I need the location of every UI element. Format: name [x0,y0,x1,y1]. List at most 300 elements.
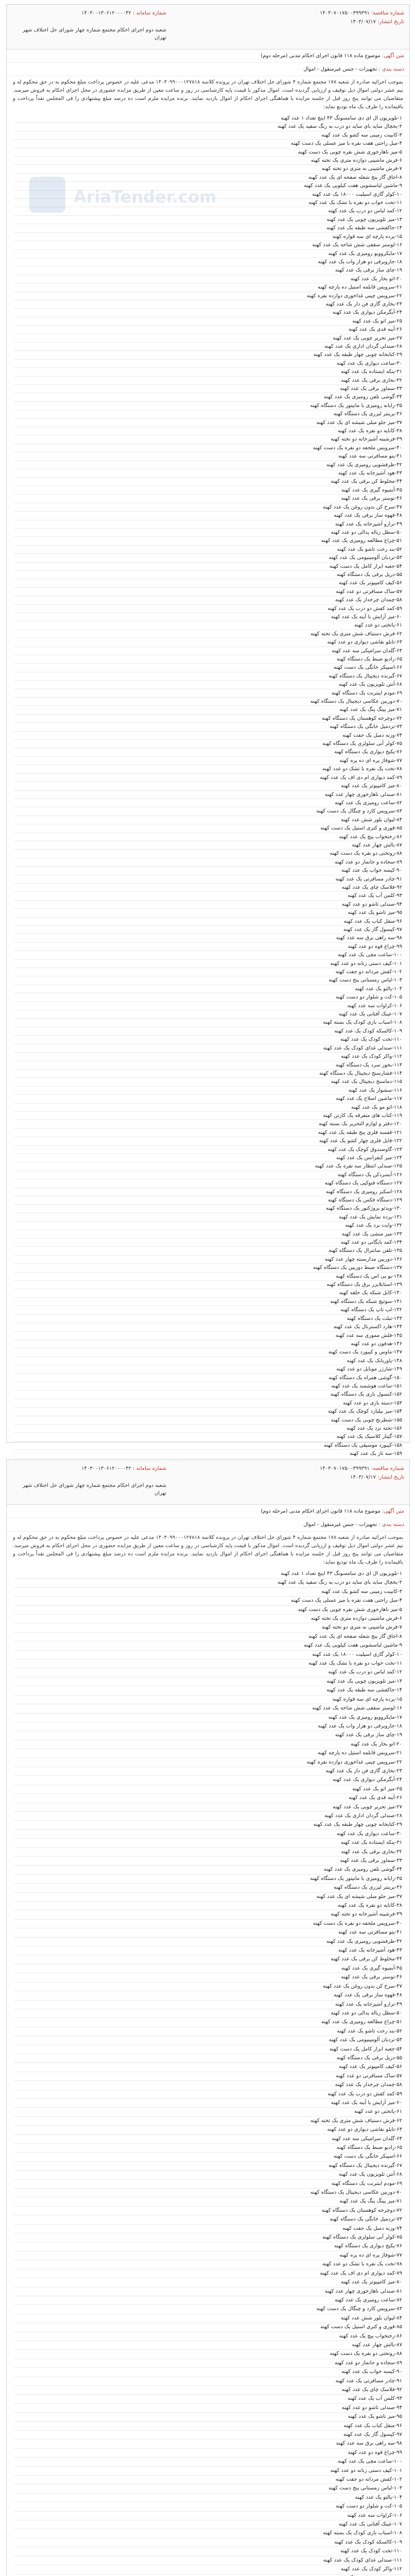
category-label: دسته بندی : [378,1522,404,1528]
tender-no-label: شماره مناقصه: [371,10,404,16]
list-item: ۱۵۴-میز بیلیارد کوچک یک عدد کهنه [14,1408,402,1416]
list-item: ۹۰-کیسه خواب یک عدد کهنه [14,867,402,875]
list-item: ۴۳-هود آشپزخانه یک عدد کهنه [14,1946,402,1955]
tender-meta-left [12,1464,166,1473]
list-item: ۷۹-کمد دیواری ام دی اف یک عدد کهنه [14,2269,402,2278]
list-item: ۴۳-هود آشپزخانه یک عدد کهنه [14,469,402,478]
list-item: ۵۹-کمد کفش دو درب یک عدد کهنه [14,605,402,613]
list-item [14,2574,402,2576]
list-item: ۲۱-سرویس قابلمه استیل ده پارچه کهنه [14,1749,402,1758]
list-item: ۷۴-وزنه دمبل یک جفت کهنه [14,732,402,740]
list-item: ۶۹-مودم اینترنت یک دستگاه کهنه [14,2180,402,2189]
list-item: ۶۸-آنتن تلویزیون یک عدد کهنه [14,2171,402,2179]
tender-meta-right [320,9,404,26]
subject-label: متن آگهی: [382,53,404,59]
list-item: ۲۷-میز تحریر چوبی یک عدد کهنه [14,334,402,343]
list-item: ۵۲-بند رخت تاشو یک عدد کهنه [14,546,402,554]
list-item: ۱۰۳-لباس زمستانی پنج دست کهنه [14,2484,402,2493]
list-item: ۳۸-کاناپه دو نفره یک عدد کهنه [14,1902,402,1910]
list-item: ۱۰۲-کفش مردانه دو جفت کهنه [14,968,402,976]
list-item: ۹-ماشین لباسشویی هفت کیلویی یک عدد کهنه [14,1641,402,1650]
list-item: ۲۵-میز اتو یک عدد کهنه [14,317,402,326]
list-item: ۸۸-روتختی دو نفره یک دست کهنه [14,2350,402,2359]
list-item: ۲۴-آبگرمکن دیواری یک عدد کهنه [14,309,402,317]
list-item: ۹۳-کلمن آب یک عدد کهنه [14,892,402,900]
list-item: ۵۵-دریل برقی یک دستگاه کهنه [14,2054,402,2063]
list-item: ۱۴-جاکفشی سه طبقه یک عدد کهنه [14,224,402,232]
list-item: ۳۷-میز جلو مبلی شیشه ای یک عدد کهنه [14,419,402,427]
tender-title: شعبه دوم اجرای احکام مجتمع شماره چهار شورای حل اختلاف شهر تهران [22,27,166,41]
list-item: ۳۷-میز جلو مبلی شیشه ای یک عدد کهنه [14,1893,402,1902]
list-item: ۷۴-وزنه دمبل یک جفت کهنه [14,2225,402,2233]
list-item: ۸۶-رختخواب پیچ یک عدد کهنه [14,833,402,841]
list-item: ۱۵۷-گیتار کلاسیک یک عدد کهنه [14,1433,402,1441]
list-item: ۶-فرش ماشینی دوازده متری یک تخته کهنه [14,157,402,165]
list-item: ۵۱-چراغ مطالعه رومیزی یک عدد کهنه [14,537,402,545]
category-label: دسته بندی : [378,66,404,72]
list-item: ۱۲۲-فایل فلزی چهار کشو یک عدد کهنه [14,1137,402,1145]
list-item: ۲۰-اتو بخار یک عدد کهنه [14,275,402,283]
list-item: ۶۶-اسپیکر خانگی یک دست کهنه [14,664,402,672]
list-item: ۱۰۲-کفش مردانه دو جفت کهنه [14,2476,402,2484]
list-item: ۱۵۳-دسته بازی دو عدد کهنه [14,1399,402,1408]
list-item: ۱۰۶-کراوات سه عدد کهنه [14,1002,402,1010]
list-item: ۱۱۰-تخت کودک یک عدد کهنه [14,2547,402,2556]
list-item: ۶۴-گلدان سرامیکی سه عدد کهنه [14,647,402,655]
list-item: ۸۱-صندلی ناهارخوری چهار عدد کهنه [14,2287,402,2296]
list-item: ۲۶-آینه قدی یک عدد کهنه [14,326,402,334]
tender-card-duplicate [6,1460,410,2576]
list-item: ۱۴۸-پاوربانک یک عدد کهنه [14,1357,402,1365]
tender-no-label: شماره مناقصه: [371,1466,404,1471]
list-item: ۴۶-توستر برقی یک عدد کهنه [14,1973,402,1982]
list-item: ۳۵-رایانه رومیزی با مانیتور یک دستگاه کهنه [14,1875,402,1884]
list-item: ۳۳-سماور برقی یک عدد کهنه [14,385,402,393]
list-item: ۸۶-رختخواب پیچ یک عدد کهنه [14,2332,402,2341]
list-item: ۳۰-ساعت دیواری یک عدد کهنه [14,1830,402,1839]
list-item: ۱۰۴-پالتو یک عدد کهنه [14,2494,402,2502]
list-item: ۶۵-رادیو ضبط یک دستگاه کهنه [14,655,402,664]
tender-meta-left [12,9,166,18]
list-item: ۱۳۹-استابلایزر برق یک دستگاه کهنه [14,1281,402,1289]
subject-row [7,1505,409,1518]
list-item: ۵۴-جعبه ابزار کامل یک دست کهنه [14,563,402,571]
subject-label: متن آگهی: [382,1509,404,1514]
tender-header [7,1460,409,1505]
list-item: ۱۳۵-تلفن سانترال یک دستگاه کهنه [14,1247,402,1255]
list-item: ۴۲-ظرفشویی رومیزی یک عدد کهنه [14,461,402,469]
list-item: ۱۵-پرده پارچه ای سه قواره کهنه [14,233,402,241]
list-item: ۲۴-آبگرمکن دیواری یک عدد کهنه [14,1776,402,1785]
list-item: ۴۰-سرویس ملحفه دو نفره یک دست کهنه [14,444,402,452]
list-item: ۱۲۴-میز کنفرانس یک عدد کهنه [14,1154,402,1162]
list-item: ۲۸-صندلی گردان اداری یک عدد کهنه [14,1812,402,1821]
list-item: ۴۹-ترازو آشپزخانه یک عدد کهنه [14,520,402,529]
list-item: ۵۶-کیف کامپیوتر یک عدد کهنه [14,2063,402,2072]
subject-row [7,49,409,63]
list-item: ۱۵۰-گوشی همراه یک دستگاه کهنه [14,1374,402,1382]
list-item: ۱۹-چای ساز برقی یک عدد کهنه [14,266,402,275]
list-item: ۴۸-قهوه ساز برقی یک عدد کهنه [14,512,402,520]
list-item: ۱۱۲-واکر کودک یک عدد کهنه [14,1053,402,1061]
category: تجهیزات - جنس غیرمنقول - اموال [303,66,377,72]
list-item: ۲-یخچال ساید بای ساید دو درب به رنگ سفید یک عدد کهنه [14,1579,402,1587]
list-item: ۵۷-ساک مسافرتی دو عدد کهنه [14,588,402,596]
list-item: ۵-میز ناهارخوری شش نفره چوبی یک دست کهنه [14,1606,402,1615]
list-item: ۱۰۹-کالسکه کودک یک عدد کهنه [14,1027,402,1036]
list-item: ۹۹-چراغ قوه دو عدد کهنه [14,943,402,951]
list-item: ۷۶-پکیج دیواری یک دستگاه کهنه [14,2242,402,2251]
list-item: ۴۷-سرخ کن بدون روغن یک عدد کهنه [14,1982,402,1991]
list-item: ۳-کابینت زمینی سه کشو یک عدد کهنه [14,131,402,140]
list-item: ۶۰-میز آرایش با آینه یک عدد کهنه [14,2099,402,2108]
list-item: ۸۱-صندلی ناهارخوری چهار عدد کهنه [14,791,402,799]
list-item: ۴۲-ظرفشویی رومیزی یک عدد کهنه [14,1938,402,1946]
list-item: ۲۹-کتابخانه چوبی چهار طبقه یک عدد کهنه [14,1821,402,1829]
list-item: ۳۰-ساعت دیواری یک عدد کهنه [14,360,402,368]
list-item: ۷-فرش ماشینی نه متری دو تخته کهنه [14,165,402,173]
list-item: ۲۳-بخاری گازی فن دار یک عدد کهنه [14,1767,402,1776]
list-item: ۲۱-سرویس قابلمه استیل ده پارچه کهنه [14,283,402,292]
list-item: ۲۸-صندلی گردان اداری یک عدد کهنه [14,343,402,351]
list-item: ۱۲-کمد لباس دو درب یک عدد کهنه [14,1668,402,1677]
list-item: ۶-فرش ماشینی دوازده متری یک تخته کهنه [14,1615,402,1623]
tender-title: شعبه دوم اجرای احکام مجتمع شماره چهار شورای حل اختلاف شهر تهران [22,1483,166,1496]
list-item: ۲-یخچال ساید بای ساید دو درب به رنگ سفید یک عدد کهنه [14,123,402,131]
list-item: ۹۷-کپسول گاز یک عدد کهنه [14,2431,402,2439]
list-item: ۱۵۱-ساعت هوشمند یک عدد کهنه [14,1382,402,1391]
intro-paragraph: بموجب اجرائیه صادره از شعبه ۱۷۸ مجتمع شماره ۴ شورای حل اختلاف تهران در پرونده کلاسه ۱۴۰۳۰۹۹۰۰۰۱۲۷۸۱۸ مدعی علیه در خصوص پرداخت مبلغ محکوم به در حق محکوم له و نیم عشر دولتی اموال ذیل توقیف و ارزیابی گردیده است. اموال مذکور با قیمت پایه کارشناسی در روز و ساعت معین از طریق مزایده حضوری در محل اجرای احکام به فروش میرسد. متقاضیان می توانند پنج روز قبل از جلسه مزایده با هماهنگی اجرای احکام از اموال بازدید نمایند. برنده مزایده ملزم است ده درصد مبلغ پیشنهادی را فی المجلس نقداً پرداخت و باقیمانده را ظرف یک ماه تودیع نماید: [13,79,403,110]
list-item: ۷۱-میز پینگ پنگ یک عدد کهنه [14,706,402,714]
list-item: ۶۶-اسپیکر خانگی یک دست کهنه [14,2153,402,2161]
list-item: ۱۵۸-کیبورد موسیقی یک دستگاه کهنه [14,1442,402,1450]
list-item: ۷۸-تخت یک نفره با تشک دو عدد کهنه [14,765,402,773]
publish-date: ۱۴۰۳/۰۷/۱۷ [350,1475,376,1480]
list-item: ۱۳۶-دوربین مداربسته چهار عدد کهنه [14,1256,402,1264]
list-item: ۸۰-میز کامپیوتر یک عدد کهنه [14,2278,402,2287]
list-item: ۱۰۰-ساعت مچی یک عدد کهنه [14,951,402,959]
list-item: ۹۷-کپسول گاز یک عدد کهنه [14,926,402,934]
list-item: ۱۶-لوستر سقفی شش شاخه یک عدد کهنه [14,1704,402,1713]
list-item: ۴۰-سرویس ملحفه دو نفره یک دست کهنه [14,1920,402,1928]
list-item: ۱۲۰-دفتر و لوازم التحریر یک بسته کهنه [14,1120,402,1128]
list-item: ۱۱۱-صندلی غذای کودک یک عدد کهنه [14,2556,402,2565]
list-item: ۵۸-چمدان چرخدار یک عدد کهنه [14,596,402,604]
list-item: ۱۲۸-اسکنر رومیزی یک دستگاه کهنه [14,1188,402,1196]
list-item: ۱۴۵-فلش مموری سه عدد کهنه [14,1332,402,1340]
items-list [7,1569,409,2576]
list-item: ۲۳-بخاری گازی فن دار یک عدد کهنه [14,300,402,309]
list-item: ۶۳-تابلو نقاشی دیواری دو عدد کهنه [14,2126,402,2134]
list-item: ۳۴-گوشی تلفن رومیزی یک عدد کهنه [14,1866,402,1874]
list-item: ۸۳-سرویس کارد و چنگال یک دست کهنه [14,807,402,816]
list-item: ۳۳-سماور برقی یک عدد کهنه [14,1857,402,1866]
tender-no: ۱۴۰۳۰۷۰۱۷۵۰۰۳۹۹۳۹۱ [320,1466,370,1471]
list-item: ۱۵۲-کنسول بازی یک دستگاه کهنه [14,1391,402,1399]
subject: موضوع ماده ۱۱۸ قانون اجرای احکام مدنی (مرحله دوم) [261,53,381,59]
list-item: ۱۰۳-لباس زمستانی پنج دست کهنه [14,976,402,985]
list-item: ۹۱-چادر مسافرتی یک عدد کهنه [14,2377,402,2386]
list-item: ۷۲-دوچرخه کوهستان یک دستگاه کهنه [14,715,402,723]
list-item: ۷۳-تردمیل خانگی یک دستگاه کهنه [14,2215,402,2224]
list-item: ۷۵-کولر آبی سلولزی یک دستگاه کهنه [14,740,402,748]
list-item: ۹-ماشین لباسشویی هفت کیلویی یک عدد کهنه [14,182,402,190]
list-item: ۱۰۶-کراوات سه عدد کهنه [14,2512,402,2520]
list-item: ۷۸-تخت یک نفره با تشک دو عدد کهنه [14,2260,402,2269]
list-item: ۱۲۹-دستگاه فکس یک دستگاه کهنه [14,1196,402,1205]
list-item: ۶۱-پاتختی دو عدد کهنه [14,621,402,630]
list-item: ۷۶-پکیج دیواری یک دستگاه کهنه [14,748,402,756]
list-item: ۷۱-میز پینگ پنگ یک عدد کهنه [14,2197,402,2206]
list-item: ۷۹-کمد دیواری ام دی اف یک عدد کهنه [14,774,402,782]
category-row [7,63,409,76]
list-item: ۱۷-مایکروویو رومیزی یک عدد کهنه [14,1714,402,1722]
list-item: ۹۸-سه راهی برق سه عدد کهنه [14,934,402,942]
list-item: ۱۰۷-عینک آفتابی یک عدد کهنه [14,1010,402,1019]
watermark-text: AriaTender.com [74,187,217,207]
list-item: ۵۳-نردبان آلومینیومی یک عدد کهنه [14,2036,402,2045]
list-item: ۱۳۱-پرده نمایش یک عدد کهنه [14,1213,402,1222]
list-item: ۹۵-میز تاشو یک عدد کهنه [14,2413,402,2421]
list-item: ۴۹-ترازو آشپزخانه یک عدد کهنه [14,2001,402,2009]
list-item: ۷۷-شوفاژ پره ای ده پره کهنه [14,757,402,765]
list-item: ۶۵-رادیو ضبط یک دستگاه کهنه [14,2144,402,2153]
items-list [7,113,409,1468]
list-item: ۱۳۸-یو پی اس یک دستگاه کهنه [14,1273,402,1281]
list-item: ۵۰-سطل زباله پدالی دو عدد کهنه [14,2009,402,2018]
list-item: ۵-میز ناهارخوری شش نفره چوبی یک دست کهنه [14,148,402,157]
list-item: ۴۴-مخلوط کن برقی یک عدد کهنه [14,1955,402,1964]
publish-date: ۱۴۰۳/۰۷/۱۷ [350,19,376,25]
list-item: ۱۰-کولر گازی اسپلیت ۱۸۰۰۰ یک عدد کهنه [14,1651,402,1659]
tender-meta-right [320,1464,404,1482]
list-item: ۱۴۹-شارژر موبایل دو عدد کهنه [14,1365,402,1374]
list-item: ۱۰۱-کیف دستی زنانه دو عدد کهنه [14,960,402,968]
list-item: ۱۱۳-بخور سرد یک دستگاه کهنه [14,1061,402,1070]
list-item: ۱۰۰-ساعت مچی یک عدد کهنه [14,2458,402,2466]
list-item: ۲۷-میز تحریر چوبی یک عدد کهنه [14,1803,402,1812]
list-item: ۴-مبل راحتی هفت نفره با میز عسلی یک دست کهنه [14,140,402,148]
list-item: ۸۷-بالش چهار عدد کهنه [14,841,402,850]
list-item: ۱۱-تخت خواب دو نفره با تشک یک عدد کهنه [14,1659,402,1668]
tender-no: ۱۴۰۳۰۷۰۱۷۵۰۰۳۹۹۳۹۱ [320,10,370,16]
list-item: ۸۹-سجاده و جانماز دو عدد کهنه [14,2359,402,2368]
list-item: ۶۰-میز آرایش با آینه یک عدد کهنه [14,613,402,621]
list-item: ۹۹-چراغ قوه دو عدد کهنه [14,2449,402,2458]
list-item: ۱۳۳-میز منشی یک عدد کهنه [14,1230,402,1239]
list-item: ۵۴-جعبه ابزار کامل یک دست کهنه [14,2045,402,2054]
list-item: ۵۹-کمد کفش دو درب یک عدد کهنه [14,2090,402,2099]
list-item: ۱۴۷-ماوس و کیبورد یک دست کهنه [14,1348,402,1357]
date-label: تاریخ انتشار: [377,19,404,25]
list-item: ۴۷-سرخ کن بدون روغن یک عدد کهنه [14,503,402,512]
list-item: ۲۲-سرویس چینی غذاخوری دوازده نفره کهنه [14,1758,402,1767]
list-item: ۶۷-گیرنده دیجیتال یک دستگاه کهنه [14,672,402,681]
list-item: ۱۲-کمد لباس دو درب یک عدد کهنه [14,207,402,215]
list-item: ۹۰-کیسه خواب یک عدد کهنه [14,2368,402,2377]
list-item: ۲۶-آینه قدی یک عدد کهنه [14,1794,402,1803]
list-item: ۷-فرش ماشینی نه متری دو تخته کهنه [14,1623,402,1632]
list-item: ۱۰۹-کالسکه کودک یک عدد کهنه [14,2538,402,2547]
list-item: ۱۴۰-کابل شبکه یک حلقه کهنه [14,1289,402,1297]
subject: موضوع ماده ۱۱۸ قانون اجرای احکام مدنی (مرحله دوم) [261,1509,381,1514]
list-item: ۶۲-فرش دستباف شش متری یک تخته کهنه [14,630,402,638]
list-item: ۸۳-سرویس کارد و چنگال یک دست کهنه [14,2305,402,2314]
list-item: ۲۰-اتو بخار یک عدد کهنه [14,1740,402,1749]
list-item: ۹۴-صندلی تاشو دو عدد کهنه [14,2404,402,2413]
list-item: ۱۳۲-وایت برد یک عدد کهنه [14,1222,402,1230]
list-item: ۵۱-چراغ مطالعه رومیزی یک عدد کهنه [14,2018,402,2027]
list-item: ۱۵-پرده پارچه ای سه قواره کهنه [14,1696,402,1704]
list-item: ۷۰-دوربین عکاسی دیجیتال یک دستگاه کهنه [14,698,402,706]
tender-card [6,4,410,1457]
list-item: ۳-کابینت زمینی سه کشو یک عدد کهنه [14,1588,402,1597]
list-item: ۱۵۹-سه تار یک عدد کهنه [14,1450,402,1458]
org-no-label: شماره سامانه : [133,10,166,16]
list-item: ۵۷-ساک مسافرتی دو عدد کهنه [14,2072,402,2081]
list-item: ۷۲-دوچرخه کوهستان یک دستگاه کهنه [14,2207,402,2215]
list-item: ۶۴-گلدان سرامیکی سه عدد کهنه [14,2135,402,2144]
list-item: ۳۴-گوشی تلفن رومیزی یک عدد کهنه [14,393,402,401]
list-item: ۱۱۶-سشوار یک عدد کهنه [14,1087,402,1095]
list-item: ۱۸-جاروبرقی دو هزار وات یک عدد کهنه [14,1722,402,1731]
list-item: ۳۲-بخاری برقی یک عدد کهنه [14,377,402,385]
list-item: ۹۲-فلاسک چای یک عدد کهنه [14,884,402,892]
list-item: ۴-مبل راحتی هفت نفره با میز عسلی یک دست کهنه [14,1597,402,1605]
list-item: ۸۵-قوری و کتری استیل یک دست کهنه [14,824,402,833]
list-item: ۱-تلویزیون ال ای دی سامسونگ ۴۳ اینچ تعداد ۱ عدد کهنه [14,1570,402,1579]
list-item: ۵۵-دریل برقی یک دستگاه کهنه [14,571,402,579]
list-item: ۷۰-دوربین عکاسی دیجیتال یک دستگاه کهنه [14,2189,402,2197]
category-row [7,1518,409,1532]
list-item: ۱۳۴-کمد بایگانی دو عدد کهنه [14,1239,402,1247]
list-item: ۱۰۸-اسباب بازی کودک یک بسته کهنه [14,1019,402,1027]
list-item: ۳۸-کاناپه دو نفره یک عدد کهنه [14,427,402,435]
list-item: ۶۹-مودم اینترنت یک دستگاه کهنه [14,689,402,698]
list-item: ۸۹-سجاده و جانماز دو عدد کهنه [14,858,402,867]
list-item: ۲۵-میز اتو یک عدد کهنه [14,1785,402,1794]
list-item: ۵۲-بند رخت تاشو یک عدد کهنه [14,2027,402,2036]
org-no-label: شماره سامانه : [133,1466,166,1471]
list-item: ۱۰۱-کیف دستی زنانه دو عدد کهنه [14,2467,402,2476]
list-item: ۱۰۷-عینک آفتابی یک عدد کهنه [14,2520,402,2529]
list-item: ۷۳-تردمیل خانگی یک دستگاه کهنه [14,723,402,731]
list-item: ۱۱-تخت خواب دو نفره با تشک یک عدد کهنه [14,199,402,207]
list-item: ۴۸-قهوه ساز برقی یک عدد کهنه [14,1991,402,2000]
list-item: ۱۴۲-لپ تاپ یک دستگاه کهنه [14,1306,402,1314]
list-item: ۲۲-سرویس چینی غذاخوری دوازده نفره کهنه [14,292,402,300]
date-label: تاریخ انتشار: [377,1475,404,1480]
list-item: ۱-تلویزیون ال ای دی سامسونگ ۴۳ اینچ تعداد ۱ عدد کهنه [14,114,402,123]
list-item: ۳۵-رایانه رومیزی با مانیتور یک دستگاه کهنه [14,402,402,410]
list-item: ۴۵-آبمیوه گیری یک عدد کهنه [14,1964,402,1973]
list-item: ۱۲۳-گاوصندوق کوچک یک عدد کهنه [14,1146,402,1154]
list-item: ۱۰۸-اسباب بازی کودک یک بسته کهنه [14,2529,402,2538]
list-item: ۱۴۱-سوئیچ شبکه یک دستگاه کهنه [14,1298,402,1306]
list-item: ۱۰۴-پالتو یک عدد کهنه [14,985,402,993]
list-item: ۱۹-چای ساز برقی یک عدد کهنه [14,1731,402,1740]
list-item: ۹۱-چادر مسافرتی یک عدد کهنه [14,875,402,884]
list-item: ۱۲۶-آبسردکن یک دستگاه کهنه [14,1171,402,1179]
list-item: ۷۷-شوفاژ پره ای ده پره کهنه [14,2251,402,2260]
list-item: ۳۱-پنکه ایستاده یک عدد کهنه [14,368,402,376]
list-item: ۱۳۷-دستگاه ضبط دوربین یک دستگاه کهنه [14,1264,402,1272]
list-item: ۱۱۵-دماسنج دیجیتال یک عدد کهنه [14,1078,402,1086]
list-item: ۱۳۰-ویدئو پروژکتور یک دستگاه کهنه [14,1205,402,1213]
list-item: ۳۲-بخاری برقی یک عدد کهنه [14,1848,402,1857]
list-item: ۴۴-مخلوط کن برقی یک عدد کهنه [14,478,402,486]
list-item: ۷۵-کولر آبی سلولزی یک دستگاه کهنه [14,2233,402,2242]
list-item: ۱۴۶-هدفون دو عدد کهنه [14,1340,402,1348]
list-item: ۱۱۴-فشارسنج دیجیتال یک دستگاه کهنه [14,1070,402,1078]
list-item: ۸۲-ساعت رومیزی یک عدد کهنه [14,2296,402,2305]
list-item: ۱۲۵-صندلی انتظار سه نفره یک عدد کهنه [14,1162,402,1171]
list-item: ۹۸-سه راهی برق سه عدد کهنه [14,2439,402,2448]
list-item: ۱۸-جاروبرقی دو هزار وات یک عدد کهنه [14,258,402,266]
list-item: ۹۴-صندلی تاشو دو عدد کهنه [14,901,402,909]
tender-header [7,5,409,49]
list-item: ۵۰-سطل زباله پدالی دو عدد کهنه [14,529,402,537]
list-item: ۸۴-لیوان بلور شش عدد کهنه [14,816,402,824]
list-item: ۱۷-مایکروویو رومیزی یک عدد کهنه [14,250,402,258]
list-item: ۱۳-میز تلویزیون چوبی یک عدد کهنه [14,1677,402,1686]
list-item: ۱۱۸-اتو مو یک عدد کهنه [14,1104,402,1112]
list-item: ۵۸-چمدان چرخدار یک عدد کهنه [14,2081,402,2090]
list-item: ۸۸-روتختی دو نفره یک دست کهنه [14,850,402,858]
list-item: ۴۶-توستر برقی یک عدد کهنه [14,495,402,503]
list-item: ۶۲-فرش دستباف شش متری یک تخته کهنه [14,2117,402,2126]
list-item: ۱۴-جاکفشی سه طبقه یک عدد کهنه [14,1686,402,1695]
list-item: ۸۰-میز کامپیوتر یک عدد کهنه [14,782,402,790]
list-item: ۱۲۷-دستگاه فتوکپی یک دستگاه کهنه [14,1179,402,1188]
list-item: ۴۱-پتو مسافرتی سه عدد کهنه [14,452,402,461]
list-item: ۸۵-قوری و کتری استیل یک دست کهنه [14,2323,402,2332]
list-item: ۴۱-پتو مسافرتی سه عدد کهنه [14,1928,402,1937]
list-item: ۱۳-میز تلویزیون چوبی یک عدد کهنه [14,216,402,224]
list-item: ۱۵۵-شطرنج چوبی یک دست کهنه [14,1416,402,1425]
list-item: ۵۶-کیف کامپیوتر یک عدد کهنه [14,579,402,587]
list-item: ۱۲۱-قفسه فلزی پنج طبقه یک عدد کهنه [14,1129,402,1137]
list-item: ۶۳-تابلو نقاشی دیواری دو عدد کهنه [14,638,402,647]
list-item: ۳۱-پنکه ایستاده یک عدد کهنه [14,1839,402,1848]
list-item: ۱۴۳-تبلت یک دستگاه کهنه [14,1315,402,1323]
org-no: ۱۴۰۳۰۰۱۳۰۶۱۲۰۰۰۰۴۲ [81,1466,131,1471]
list-item: ۱۱۰-تخت کودک یک عدد کهنه [14,1036,402,1044]
list-item: ۱۰۵-کت و شلوار دو دست کهنه [14,2502,402,2511]
list-item: ۱۴۴-هارد اکسترنال یک عدد کهنه [14,1323,402,1331]
list-item: ۶۱-پاتختی دو عدد کهنه [14,2108,402,2116]
list-item: ۹۵-میز تاشو یک عدد کهنه [14,909,402,917]
list-item: ۱۰-کولر گازی اسپلیت ۱۸۰۰۰ یک عدد کهنه [14,191,402,199]
list-item: ۹۲-فلاسک چای یک عدد کهنه [14,2386,402,2395]
list-item: ۸-اجاق گاز پنج شعله صفحه ای یک عدد کهنه [14,174,402,182]
list-item: ۶۸-آنتن تلویزیون یک عدد کهنه [14,681,402,689]
list-item: ۸۷-بالش چهار عدد کهنه [14,2341,402,2350]
category: تجهیزات - جنس غیرمنقول - اموال [303,1522,377,1528]
list-item: ۱۱۱-صندلی غذای کودک یک عدد کهنه [14,1044,402,1053]
list-item: ۱۱۲-واکر کودک یک عدد کهنه [14,2565,402,2574]
list-item: ۱۱۷-ماشین اصلاح یک عدد کهنه [14,1095,402,1103]
intro-paragraph: بموجب اجرائیه صادره از شعبه ۱۷۸ مجتمع شماره ۴ شورای حل اختلاف تهران در پرونده کلاسه ۱۴۰۳۰۹۹۰۰۰۱۲۷۸۱۸ مدعی علیه در خصوص پرداخت مبلغ محکوم به در حق محکوم له و نیم عشر دولتی اموال ذیل توقیف و ارزیابی گردیده است. اموال مذکور با قیمت پایه کارشناسی در روز و ساعت معین از طریق مزایده حضوری در محل اجرای احکام به فروش میرسد. متقاضیان می توانند پنج روز قبل از جلسه مزایده با هماهنگی اجرای احکام از اموال بازدید نمایند. برنده مزایده ملزم است ده درصد مبلغ پیشنهادی را فی المجلس نقداً پرداخت و باقیمانده را ظرف یک ماه تودیع نماید: [13,1535,403,1565]
list-item: ۸۲-ساعت رومیزی یک عدد کهنه [14,799,402,807]
list-item: ۱۰۵-کت و شلوار دو دست کهنه [14,993,402,1002]
list-item: ۹۶-منقل کباب یک عدد کهنه [14,2422,402,2431]
list-item: ۹۳-کلمن آب یک عدد کهنه [14,2395,402,2403]
list-item: ۳۹-فرشینه آشپزخانه دو تخته کهنه [14,1910,402,1919]
list-item: ۱۶-لوستر سقفی شش شاخه یک عدد کهنه [14,241,402,249]
org-no: ۱۴۰۳۰۰۱۳۰۶۱۲۰۰۰۰۴۲ [81,10,131,16]
list-item: ۳۶-پرینتر لیزری یک دستگاه کهنه [14,410,402,418]
